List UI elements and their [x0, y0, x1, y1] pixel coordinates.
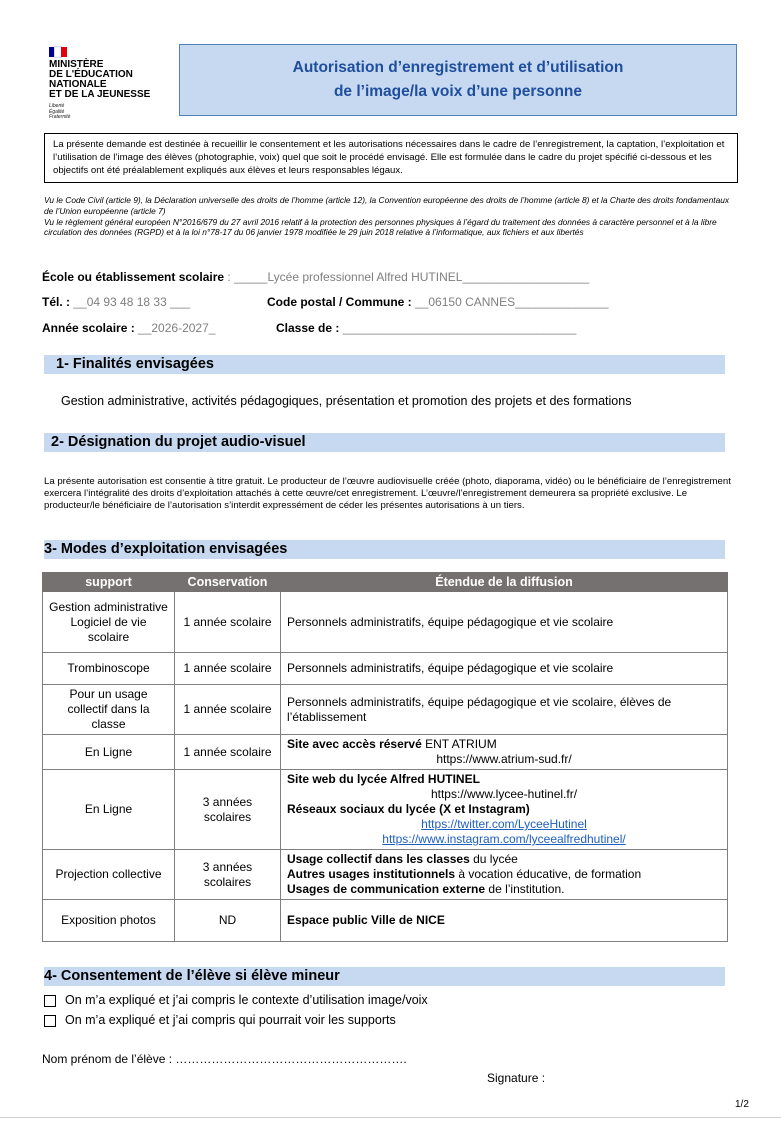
- table-row: [43, 653, 728, 685]
- year-field: Année scolaire : __2026-2027_: [42, 321, 216, 335]
- cell-diffusion: Espace public Ville de NICE: [281, 900, 728, 942]
- class-value[interactable]: ___________________________________: [339, 321, 577, 335]
- table-row: [43, 900, 728, 942]
- cell-support: En Ligne: [43, 735, 175, 770]
- table-row: [43, 770, 728, 850]
- title-line-1: Autorisation d’enregistrement et d’utilisation: [292, 59, 624, 76]
- cell-support: Projection collective: [43, 850, 175, 900]
- page-number: 1/2: [735, 1099, 749, 1110]
- document-title: [179, 44, 737, 116]
- cell-conservation: 1 année scolaire: [175, 735, 281, 770]
- intro-text: La présente demande est destinée à recueillir le consentement et les autorisations nécessaires dans le cadre de l’enregistrement, la captation, l’exploitation et l’utilisation de l’image des élèves (photographie, voix) quel que soit le procédé envisagé. Elle est formulée dans le cadre du projet spécifié ci-dessous et les objectifs ont été préalablement expliqués aux élèves et leurs responsables légaux.: [53, 139, 725, 176]
- tel-value[interactable]: __04 93 48 18 33 ___: [70, 295, 191, 309]
- cell-diffusion: Usage collectif dans les classes du lycée Autres usages institutionnels à vocation éducative, de formation Usages de communication externe de l’institution.: [281, 850, 728, 900]
- tel-field: Tél. : __04 93 48 18 33 ___: [42, 295, 191, 309]
- cell-support: En Ligne: [43, 770, 175, 850]
- section-2-text: La présente autorisation est consentie à titre gratuit. Le producteur de l’œuvre audiovisuelle créée (photo, diaporama, vidéo) ou le bénéficiaire de l’enregistrement exercera l’intégralité des droits d’exploitation attachés à cette œuvre/cet enregistrement. L’œuvre/l’enregistrement demeurera sa propriété exclusive. Le producteur/le bénéficiaire de l’autorisation s’interdit expressément de céder les présentes autorisations à un tiers.: [44, 476, 731, 512]
- title-line-2: de l’image/la voix d’une personne: [333, 83, 583, 100]
- cell-conservation: 1 année scolaire: [175, 592, 281, 653]
- cell-diffusion: Site avec accès réservé ENT ATRIUM https://www.atrium-sud.fr/: [281, 735, 728, 770]
- cell-diffusion: Personnels administratifs, équipe pédagogique et vie scolaire: [281, 653, 728, 685]
- section-2-header: 2- Désignation du projet audio-visuel: [44, 433, 725, 452]
- consent-checkbox-context[interactable]: [44, 995, 56, 1007]
- exploitation-table: [42, 572, 728, 942]
- consent-checkbox-audience[interactable]: [44, 1015, 56, 1027]
- table-row: [43, 592, 728, 653]
- table-row: [43, 735, 728, 770]
- cell-support: Pour un usage collectif dans la classe: [43, 685, 175, 735]
- legal-references: [44, 195, 738, 238]
- table-row: [43, 685, 728, 735]
- class-field: Classe de : ___________________________________: [276, 321, 577, 335]
- section-1-header: 1- Finalités envisagées: [44, 355, 725, 374]
- section-4-header: 4- Consentement de l’élève si élève mineur: [44, 967, 725, 986]
- cell-conservation: 1 année scolaire: [175, 685, 281, 735]
- cell-diffusion: Personnels administratifs, équipe pédagogique et vie scolaire: [281, 592, 728, 653]
- header-support: support: [43, 573, 175, 592]
- cell-support: Trombinoscope: [43, 653, 175, 685]
- intro-box: [44, 133, 738, 183]
- school-field: École ou établissement scolaire : _____Lycée professionnel Alfred HUTINEL___________________: [42, 270, 590, 284]
- cell-conservation: 3 années scolaires: [175, 770, 281, 850]
- school-value[interactable]: : _____Lycée professionnel Alfred HUTINEL___________________: [224, 270, 590, 284]
- header-diffusion: Étendue de la diffusion: [281, 573, 728, 592]
- cell-conservation: 3 années scolaires: [175, 850, 281, 900]
- signature-field[interactable]: Signature :: [487, 1071, 546, 1085]
- cell-diffusion: Site web du lycée Alfred HUTINEL https://www.lycee-hutinel.fr/ Réseaux sociaux du lycée (X et Instagram) https://twitter.com/LyceeHutinel https://www.instagram.com/lyceealfredhutinel/: [281, 770, 728, 850]
- postal-field: Code postal / Commune : __06150 CANNES______________: [267, 295, 609, 309]
- section-3-header: 3- Modes d’exploitation envisagées: [44, 540, 725, 559]
- marianne-flag-icon: [49, 47, 67, 57]
- section-1-text: Gestion administrative, activités pédagogiques, présentation et promotion des projets et des formations: [61, 394, 632, 408]
- consent-label-context: On m’a expliqué et j’ai compris le contexte d’utilisation image/voix: [65, 993, 428, 1007]
- cell-diffusion: Personnels administratifs, équipe pédagogique et vie scolaire, élèves de l’établissement: [281, 685, 728, 735]
- cell-conservation: ND: [175, 900, 281, 942]
- instagram-link[interactable]: https://www.instagram.com/lyceealfredhutinel/: [382, 832, 626, 846]
- atrium-url: https://www.atrium-sud.fr/: [436, 752, 572, 766]
- lycee-url: https://www.lycee-hutinel.fr/: [430, 787, 578, 801]
- header-conservation: Conservation: [175, 573, 281, 592]
- page-bottom-divider: [0, 1117, 781, 1118]
- consent-label-audience: On m’a expliqué et j’ai compris qui pourrait voir les supports: [65, 1013, 396, 1027]
- cell-support: Gestion administrative Logiciel de vie scolaire: [43, 592, 175, 653]
- legal-line-1: Vu le Code Civil (article 9), la Déclaration universelle des droits de l’homme (article 12), la Convention européenne des droits de l’homme (article 8) et la Charte des droits fondamentaux de l’Union européenne (article 7): [44, 195, 730, 216]
- twitter-link[interactable]: https://twitter.com/LyceeHutinel: [421, 817, 587, 831]
- legal-line-2: Vu le règlement général européen N°2016/679 du 27 avril 2016 relatif à la protection des personnes physiques à l’égard du traitement des données à caractère personnel et à la libre circulation des données (RGPD) et à la loi n°78-17 du 06 janvier 1978 modifiée le 29 juin 2018 relative à l’informatique, aux fichiers et aux libertés: [44, 216, 717, 238]
- postal-value[interactable]: __06150 CANNES______________: [411, 295, 609, 309]
- table-row: [43, 850, 728, 900]
- republic-motto: Liberté Égalité Fraternité: [49, 103, 71, 120]
- cell-support: Exposition photos: [43, 900, 175, 942]
- year-value[interactable]: __2026-2027_: [134, 321, 216, 335]
- ministry-name: MINISTÈRE DE L'ÉDUCATION NATIONALE ET DE LA JEUNESSE: [49, 59, 151, 100]
- student-name-field[interactable]: Nom prénom de l’élève : ………………………………………………….: [42, 1052, 407, 1066]
- cell-conservation: 1 année scolaire: [175, 653, 281, 685]
- table-header-row: [43, 573, 728, 592]
